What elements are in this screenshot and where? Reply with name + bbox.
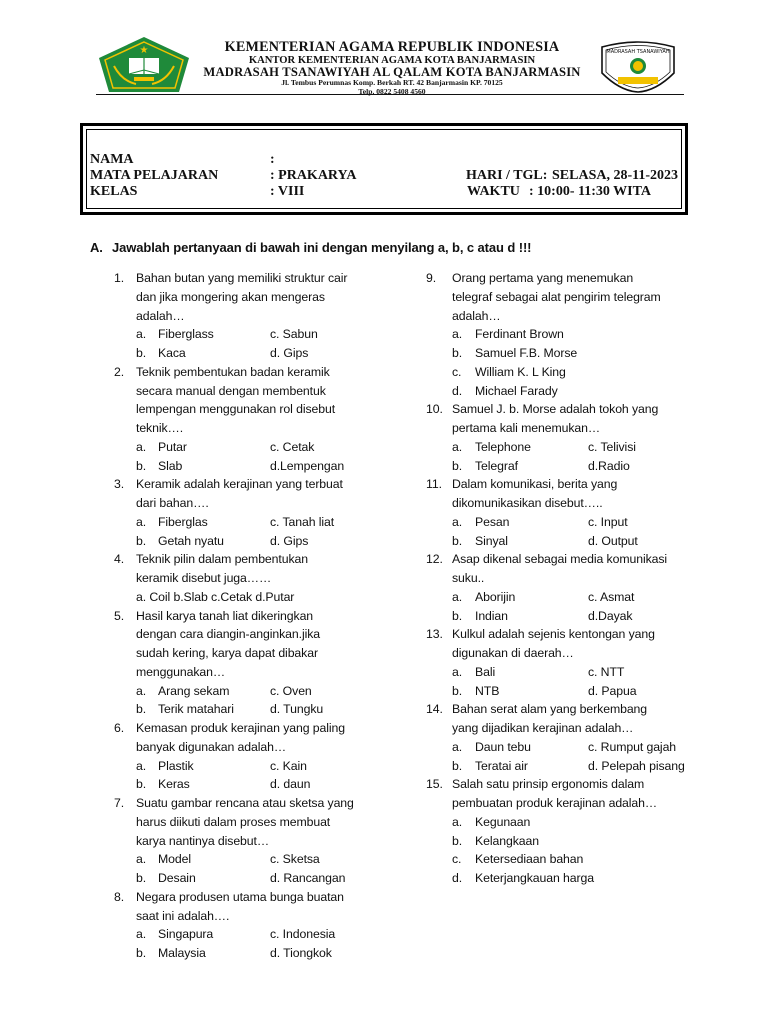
option-letter: b.	[136, 777, 147, 792]
option-letter: a.	[452, 739, 463, 754]
option-text: Aborijin	[475, 589, 516, 604]
letterhead-address: Jl. Tembus Perumnas Komp. Berkah RT. 42 Banjarmasin KP. 70125	[281, 78, 503, 87]
question-text: adalah…	[452, 308, 501, 323]
option-letter: b.	[452, 346, 463, 360]
question-text: Suatu gambar rencana atau sketsa yang	[136, 796, 354, 810]
option-letter: b.	[136, 702, 147, 717]
option-text: d. Output	[588, 533, 638, 548]
question-number: 9.	[426, 271, 437, 285]
hari-value: SELASA, 28-11-2023	[552, 168, 679, 183]
option-text: d. Tungku	[270, 702, 324, 717]
question-number: 11.	[426, 477, 442, 492]
option-letter: a.	[136, 758, 147, 773]
question-text: Kemasan produk kerajinan yang paling	[136, 721, 346, 735]
question-text: dengan cara diangin-anginkan.jika	[136, 627, 321, 642]
question-number: 8.	[114, 889, 125, 904]
question-text: harus diikuti dalam proses membuat	[136, 814, 331, 829]
option-text: d.Lempengan	[270, 458, 345, 473]
option-text: Slab	[158, 458, 183, 473]
letterhead-divider	[96, 94, 684, 95]
option-text: d. Rancangan	[270, 871, 346, 885]
question-text: sudah kering, karya dapat dibakar	[136, 646, 318, 660]
question-number: 7.	[114, 796, 125, 810]
question-number: 1.	[114, 271, 125, 285]
option-text: Fiberglass	[158, 327, 214, 342]
question-number: 15.	[426, 777, 443, 792]
option-letter: c.	[452, 364, 462, 379]
nama-label: NAMA	[90, 152, 134, 167]
question-text: Teknik pembentukan badan keramik	[136, 364, 330, 379]
hari-label: HARI / TGL:	[466, 168, 548, 183]
option-text: Kelangkaan	[475, 833, 539, 848]
option-text: c. Input	[588, 514, 628, 529]
option-text: Terik matahari	[158, 702, 234, 717]
option-letter: a.	[452, 814, 463, 829]
option-text: c. Oven	[270, 683, 312, 698]
kelas-value: : VIII	[270, 184, 305, 199]
option-text: Putar	[158, 439, 187, 454]
question-number: 2.	[114, 364, 125, 379]
option-letter: a.	[136, 514, 147, 529]
option-letter: b.	[452, 833, 463, 848]
option-letter: d.	[452, 383, 463, 398]
question-text: digunakan di daerah…	[452, 646, 574, 660]
kemenag-logo	[96, 36, 192, 94]
letterhead-line-3: MADRASAH TSANAWIYAH AL QALAM KOTA BANJARMASIN	[203, 65, 581, 79]
option-text: Teratai air	[475, 758, 528, 773]
option-text: Ketersediaan bahan	[475, 852, 584, 867]
option-letter: b.	[136, 346, 147, 360]
option-text: c. Asmat	[588, 589, 635, 604]
question-text: Orang pertama yang menemukan	[452, 271, 634, 285]
option-text: c. Rumput gajah	[588, 739, 677, 754]
nama-colon: :	[270, 152, 275, 167]
question-text: Dalam komunikasi, berita yang	[452, 477, 618, 492]
svg-text:★: ★	[139, 45, 149, 56]
option-letter: a.	[136, 439, 147, 454]
option-text: c. Sabun	[270, 327, 318, 342]
question-text: Teknik pilin dalam pembentukan	[136, 552, 308, 567]
question-text: dikomunikasikan disebut…..	[452, 496, 603, 510]
option-letter: a.	[136, 327, 147, 342]
option-text: Bali	[475, 664, 496, 679]
option-letter: b.	[452, 683, 463, 698]
option-text: c. Cetak	[270, 439, 315, 454]
section-letter: A.	[90, 240, 103, 255]
question-text: Salah satu prinsip ergonomis dalam	[452, 777, 645, 792]
option-letter: b.	[136, 946, 147, 960]
question-text: keramik disebut juga……	[136, 571, 272, 585]
option-text: c. NTT	[588, 664, 625, 679]
option-text: d.Dayak	[588, 608, 633, 623]
question-text: Negara produsen utama bunga buatan	[136, 889, 344, 904]
option-letter: b.	[452, 758, 463, 773]
option-text: d.Radio	[588, 458, 630, 473]
question-number: 12.	[426, 552, 443, 567]
option-text: Michael Farady	[475, 383, 558, 398]
option-text: c. Kain	[270, 758, 307, 773]
option-text: William K. L King	[475, 364, 566, 379]
question-number: 13.	[426, 627, 443, 642]
waktu-label: WAKTU	[467, 184, 520, 199]
option-letter: a.	[452, 327, 463, 342]
option-letter: b.	[452, 533, 463, 548]
question-number: 10.	[426, 402, 443, 417]
question-text: dari bahan….	[136, 496, 209, 510]
option-letter: b.	[452, 458, 463, 473]
question-text: Bahan butan yang memiliki struktur cair	[136, 271, 348, 285]
instruction-text: Jawablah pertanyaan di bawah ini dengan menyilang a, b, c atau d !!!	[112, 240, 532, 255]
option-text: Singapura	[158, 927, 214, 942]
question-text: Kulkul adalah sejenis kentongan yang	[452, 627, 655, 642]
option-text: d. Tiongkok	[270, 946, 332, 960]
letterhead-line-1: KEMENTERIAN AGAMA REPUBLIK INDONESIA	[224, 39, 560, 55]
option-text: Desain	[158, 871, 196, 885]
question-text: lempengan menggunakan rol disebut	[136, 402, 336, 417]
option-text: Keterjangkauan harga	[475, 871, 595, 885]
letterhead-line-2: KANTOR KEMENTERIAN AGAMA KOTA BANJARMASIN	[248, 55, 536, 66]
option-text: a. Coil b.Slab c.Cetak d.Putar	[136, 589, 295, 604]
option-text: Pesan	[475, 514, 510, 529]
question-text: saat ini adalah….	[136, 908, 230, 923]
option-text: c. Tanah liat	[270, 514, 335, 529]
question-text: secara manual dengan membentuk	[136, 383, 326, 398]
question-text: Bahan serat alam yang berkembang	[452, 702, 648, 717]
option-text: Plastik	[158, 758, 194, 773]
question-text: yang dijadikan kerajinan adalah…	[452, 721, 634, 735]
option-letter: b.	[136, 458, 147, 473]
option-text: c. Sketsa	[270, 852, 320, 867]
option-letter: a.	[136, 683, 147, 698]
option-text: NTB	[475, 683, 500, 698]
option-letter: a.	[452, 439, 463, 454]
option-letter: b.	[136, 533, 147, 548]
option-text: Keras	[158, 777, 190, 792]
question-number: 3.	[114, 477, 125, 492]
svg-text:MADRASAH TSANAWIYAH: MADRASAH TSANAWIYAH	[606, 49, 670, 55]
waktu-value: : 10:00- 11:30 WITA	[529, 184, 651, 199]
question-number: 6.	[114, 721, 125, 735]
option-text: c. Indonesia	[270, 927, 336, 942]
option-text: c. Telivisi	[588, 439, 636, 454]
question-number: 14.	[426, 702, 443, 717]
question-text: suku..	[452, 571, 485, 585]
question-text: Samuel J. b. Morse adalah tokoh yang	[452, 402, 659, 417]
question-text: dan jika mongering akan mengeras	[136, 289, 325, 304]
option-text: Sinyal	[475, 533, 508, 548]
option-text: Model	[158, 852, 191, 867]
kelas-label: KELAS	[90, 184, 138, 199]
option-text: Samuel F.B. Morse	[475, 346, 578, 360]
option-text: Kaca	[158, 346, 186, 360]
option-text: Fiberglas	[158, 514, 208, 529]
option-text: Arang sekam	[158, 683, 230, 698]
option-text: Indian	[475, 608, 508, 623]
option-text: Telephone	[475, 439, 531, 454]
option-letter: a.	[136, 852, 147, 867]
madrasah-logo	[596, 39, 680, 93]
option-letter: c.	[452, 852, 462, 867]
question-text: banyak digunakan adalah…	[136, 739, 287, 754]
question-text: adalah…	[136, 308, 185, 323]
option-letter: a.	[452, 589, 463, 604]
option-letter: b.	[136, 871, 147, 885]
mapel-value: : PRAKARYA	[270, 168, 357, 183]
question-text: Keramik adalah kerajinan yang terbuat	[136, 477, 343, 492]
option-text: Malaysia	[158, 946, 206, 960]
letterhead	[192, 40, 592, 96]
option-text: Getah nyatu	[158, 533, 224, 548]
option-text: d. Gips	[270, 533, 309, 548]
option-text: d. Gips	[270, 346, 309, 360]
question-number: 5.	[114, 608, 125, 623]
option-text: Ferdinant Brown	[475, 327, 564, 342]
option-text: Kegunaan	[475, 814, 531, 829]
option-letter: a.	[452, 514, 463, 529]
option-text: d. daun	[270, 777, 311, 792]
letterhead-phone: Telp. 0822 5408 4560	[358, 86, 426, 96]
question-text: pertama kali menemukan…	[452, 421, 601, 435]
option-letter: a.	[452, 664, 463, 679]
option-text: Daun tebu	[475, 739, 531, 754]
question-text: telegraf sebagai alat pengirim telegram	[452, 289, 661, 304]
question-text: menggunakan…	[136, 664, 226, 679]
question-text: Hasil karya tanah liat dikeringkan	[136, 608, 314, 623]
option-text: d. Pelepah pisang	[588, 758, 685, 773]
question-text: teknik….	[136, 421, 184, 435]
option-letter: b.	[452, 608, 463, 623]
option-letter: d.	[452, 871, 463, 885]
question-text: pembuatan produk kerajinan adalah…	[452, 796, 658, 810]
question-text: Asap dikenal sebagai media komunikasi	[452, 552, 668, 567]
mapel-label: MATA PELAJARAN	[90, 168, 219, 183]
option-text: Telegraf	[475, 458, 518, 473]
option-text: d. Papua	[588, 683, 637, 698]
option-letter: a.	[136, 927, 147, 942]
question-number: 4.	[114, 552, 125, 567]
question-text: karya nantinya disebut…	[136, 833, 270, 848]
